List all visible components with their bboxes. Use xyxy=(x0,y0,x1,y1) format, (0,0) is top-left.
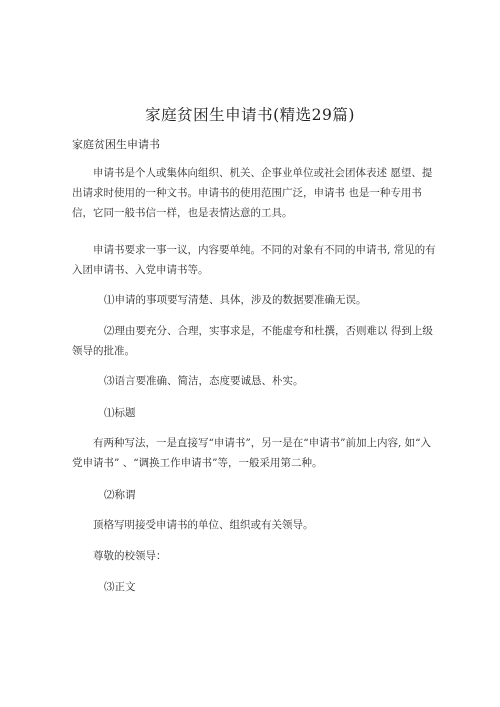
paragraph-requirements: 申请书要求一事一议，内容要单纯。不同的对象有不同的申请书, 常见的有入团申请书、入党申请书等。 xyxy=(72,244,436,276)
paragraph-point-2: ⑵理由要充分、合理，实事求是，不能虚夸和杜撰，否则难以 得到上级领导的批准。 xyxy=(72,325,433,357)
document-subtitle: 家庭贫困生申请书 xyxy=(72,138,160,151)
paragraph-definition: 申请书是个人或集体向组织、机关、企事业单位或社会团体表述 愿望、提出请求时使用的一种文书。申请书的使用范围广泛，申请书 也是一种专用书信，它同一般书信一样，也是表情达意的工具。 xyxy=(72,167,433,219)
paragraph-point-1: ⑴申请的事项要写清楚、具体，涉及的数据要准确无误。 xyxy=(104,294,367,306)
section-heading-body: ⑶正文 xyxy=(104,581,136,593)
paragraph-salutation-example: 尊敬的校领导： xyxy=(93,550,167,562)
paragraph-point-3: ⑶语言要准确、简洁，态度要诚恳、朴实。 xyxy=(104,375,304,387)
section-heading-salutation: ⑵称谓 xyxy=(104,489,136,501)
paragraph-salutation-format: 顶格写明接受申请书的单位、组织或有关领导。 xyxy=(93,519,314,531)
paragraph-title-format: 有两种写法，一是直接写“申请书”，另一是在“申请书”前加上内容, 如“入党申请书” 、“调换工作申请书”等，一般采用第二种。 xyxy=(72,437,432,469)
document-title: 家庭贫困生申请书(精选29篇) xyxy=(145,106,355,124)
section-heading-title: ⑴标题 xyxy=(104,407,136,419)
